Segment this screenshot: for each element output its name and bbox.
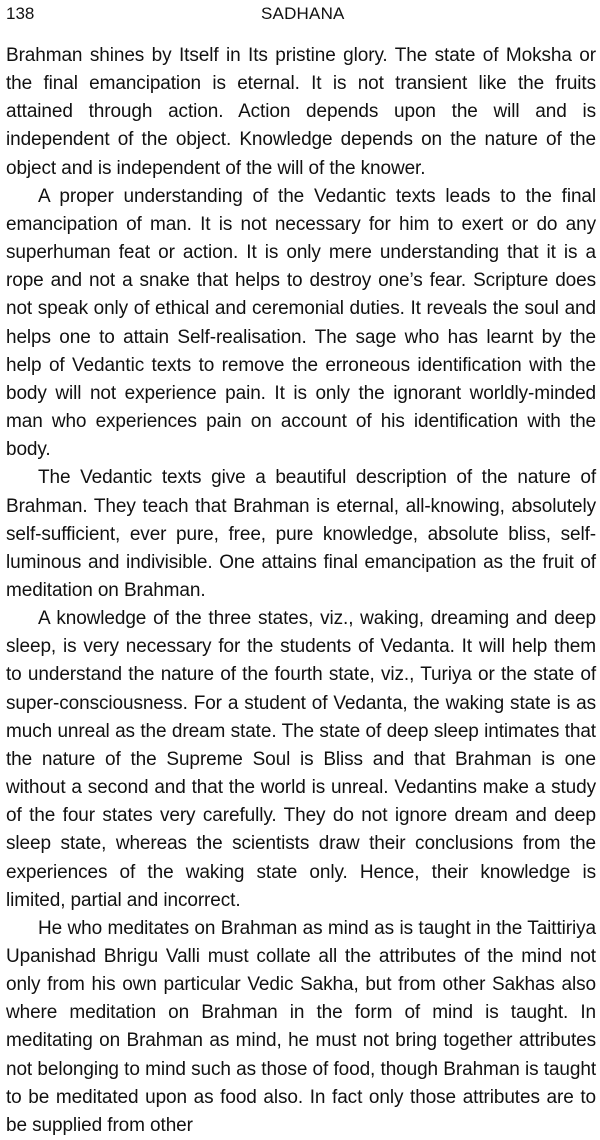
page-header [6,4,596,42]
paragraph: Brahman shines by Itself in Its pristine glory. The state of Moksha or the final emancipation is eternal. It is not transient like the fruits attained through action. Action depends upon the will and is independent of the object. Knowledge depends on the nature of the object and is independent of the will of the knower. [6,45,596,179]
page-number: 138 [6,4,35,23]
body-text [6,42,596,1140]
paragraph: A knowledge of the three states, viz., waking, dreaming and deep sleep, is very necessary for the students of Vedanta. It will help them to understand the nature of the fourth state, viz., Turiya or the state of super-consciousness. For a student of Vedanta, the waking state is as much unreal as the dream state. The state of deep sleep intimates that the nature of the Supreme Soul is Bliss and that Brahman is one without a second and that the world is unreal. Vedantins make a study of the four states very carefully. They do not ignore dream and deep sleep state, whereas the scientists draw their conclusions from the experiences of the waking state only. Hence, their knowledge is limited, partial and incorrect. [6,608,596,911]
running-title: SADHANA [261,4,345,23]
paragraph: He who meditates on Brahman as mind as is taught in the Taittiriya Upanishad Bhrigu Valli must collate all the attributes of the mind not only from his own particular Vedic Sakha, but from other Sakhas also where meditation on Brahman in the form of mind is taught. In meditating on Brahman as mind, he must not bring together attributes not belonging to mind such as those of food, though Brahman is taught to be meditated upon as food also. In fact only those attributes are to be supplied from other [6,917,596,1136]
paragraph: A proper understanding of the Vedantic texts leads to the final emancipation of man. It is not necessary for him to exert or do any superhuman feat or action. It is only mere understanding that it is a rope and not a snake that helps to destroy one’s fear. Scripture does not speak only of ethical and ceremonial duties. It reveals the soul and helps one to attain Self-realisation. The sage who has learnt by the help of Vedantic texts to remove the erroneous identification with the body will not experience pain. It is only the ignorant worldly-minded man who experiences pain on account of his identification with the body. [6,185,596,461]
book-page [6,4,596,1140]
paragraph: The Vedantic texts give a beautiful description of the nature of Brahman. They teach that Brahman is eternal, all-knowing, absolutely self-sufficient, ever pure, free, pure knowledge, absolute bliss, self-luminous and indivisible. One attains final emancipation as the fruit of meditation on Brahman. [6,467,596,601]
